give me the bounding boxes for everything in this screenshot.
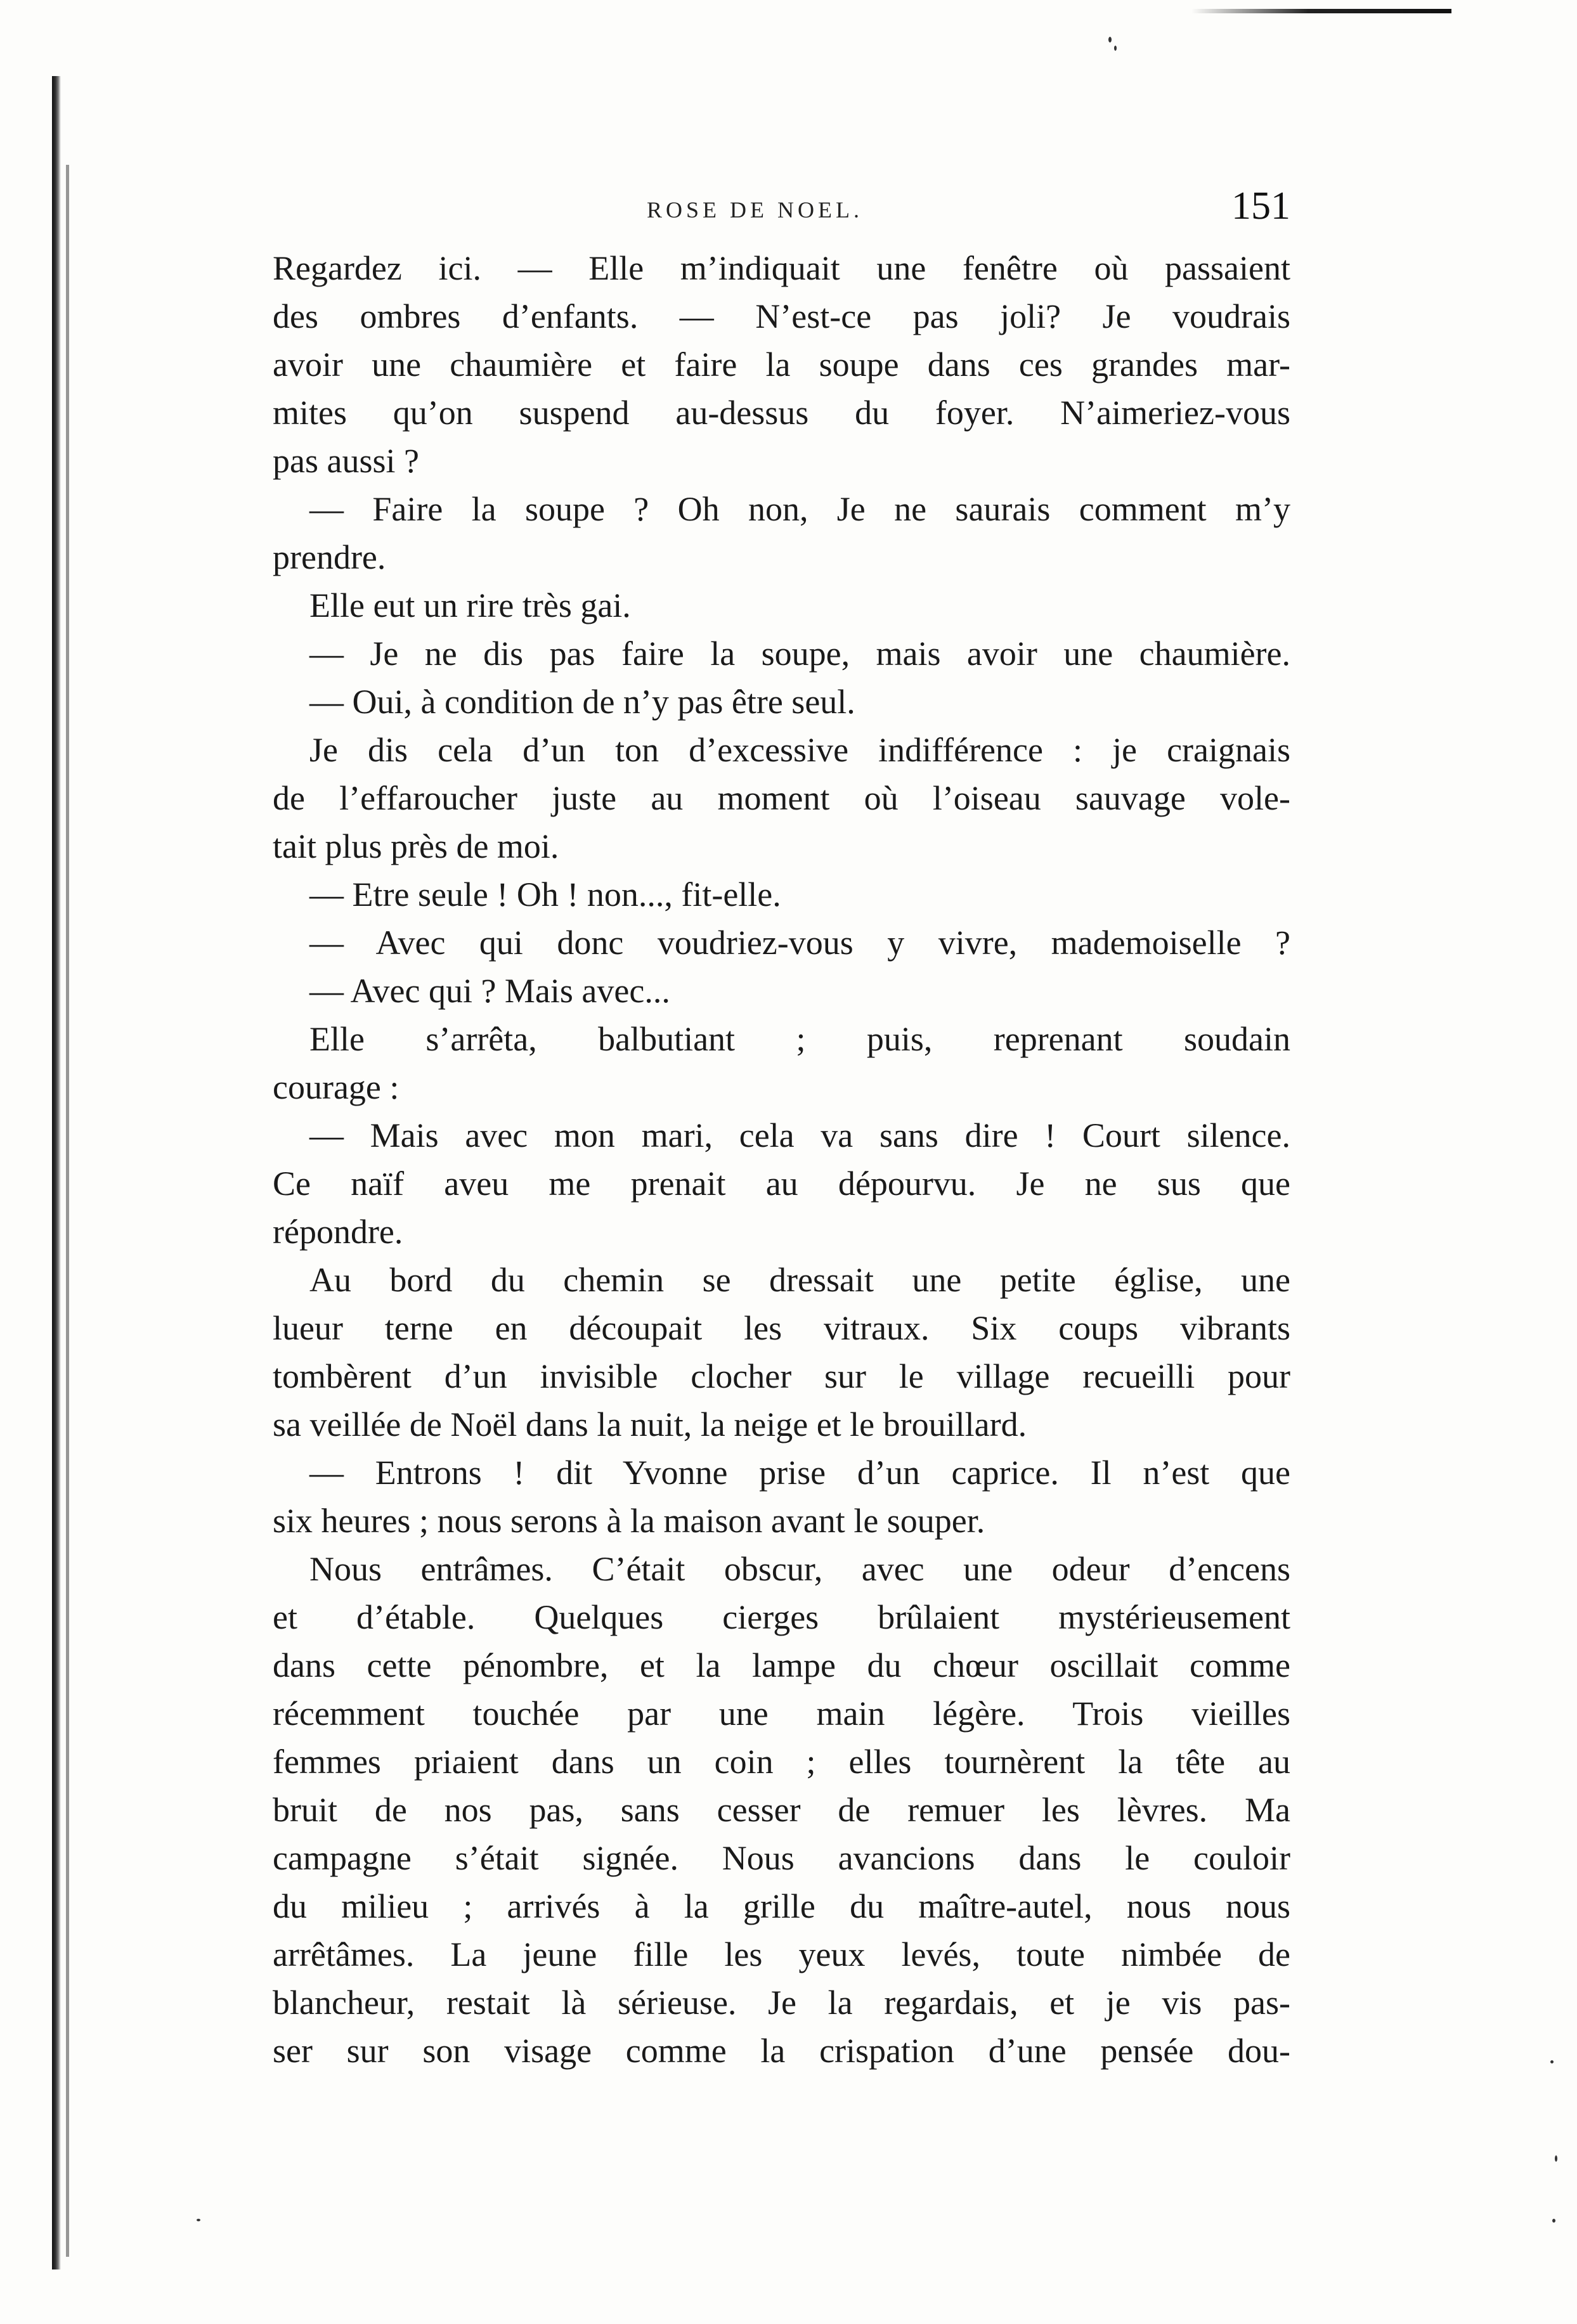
body-text	[273, 244, 1290, 2082]
scan-speck	[1555, 2155, 1557, 2162]
text-line: tombèrent d’un invisible clocher sur le village recueilli pour	[273, 1357, 1290, 1395]
text-line: — Avec qui ? Mais avec...	[309, 972, 670, 1010]
text-line: et d’étable. Quelques cierges brûlaient mystérieusement	[273, 1598, 1290, 1636]
text-line: bruit de nos pas, sans cesser de remuer les lèvres. Ma	[273, 1791, 1290, 1829]
text-line: femmes priaient dans un coin ; elles tournèrent la tête au	[273, 1743, 1290, 1781]
text-line: mites qu’on suspend au-dessus du foyer. N’aimeriez-vous	[273, 394, 1290, 432]
scan-top-mark	[1191, 9, 1451, 13]
text-line: des ombres d’enfants. — N’est-ce pas joli? Je voudrais	[273, 297, 1290, 335]
text-line: Au bord du chemin se dressait une petite église, une	[309, 1261, 1290, 1299]
text-line: — Je ne dis pas faire la soupe, mais avoir une chaumière.	[309, 635, 1290, 673]
text-line: tait plus près de moi.	[273, 827, 559, 865]
text-line: de l’effaroucher juste au moment où l’oiseau sauvage vole-	[273, 779, 1290, 817]
text-line: dans cette pénombre, et la lampe du chœur oscillait comme	[273, 1646, 1290, 1684]
text-line: ser sur son visage comme la crispation d’une pensée dou-	[273, 2032, 1290, 2070]
text-line: courage :	[273, 1068, 399, 1106]
text-line: — Oui, à condition de n’y pas être seul.	[309, 683, 855, 721]
scan-speck	[1552, 2219, 1555, 2223]
text-line: — Entrons ! dit Yvonne prise d’un caprice. Il n’est que	[309, 1454, 1290, 1492]
text-line: lueur terne en découpait les vitraux. Six coups vibrants	[273, 1309, 1290, 1347]
scan-speck	[197, 2219, 200, 2221]
scan-speck	[1108, 37, 1112, 42]
running-title: ROSE DE NOEL.	[647, 197, 863, 223]
page-number: 151	[1231, 184, 1290, 228]
text-line: campagne s’était signée. Nous avancions dans le couloir	[273, 1839, 1290, 1877]
text-line: du milieu ; arrivés à la grille du maître-autel, nous nous	[273, 1887, 1290, 1925]
text-line: — Avec qui donc voudriez-vous y vivre, mademoiselle ?	[309, 924, 1290, 962]
text-line: récemment touchée par une main légère. Trois vieilles	[273, 1695, 1290, 1733]
scan-speck	[1550, 2060, 1554, 2063]
text-line: blancheur, restait là sérieuse. Je la regardais, et je vis pas-	[273, 1984, 1290, 2022]
text-line: répondre.	[273, 1213, 403, 1251]
scan-gutter-edge	[52, 76, 61, 2269]
text-line: Elle eut un rire très gai.	[309, 586, 631, 624]
text-line: sa veillée de Noël dans la nuit, la neige et le brouillard.	[273, 1405, 1027, 1443]
text-line: — Faire la soupe ? Oh non, Je ne saurais comment m’y	[309, 490, 1290, 528]
text-line: prendre.	[273, 538, 386, 576]
text-line: — Etre seule ! Oh ! non..., fit-elle.	[309, 875, 781, 913]
text-line: Elle s’arrêta, balbutiant ; puis, reprenant soudain	[309, 1020, 1290, 1058]
text-line: — Mais avec mon mari, cela va sans dire ! Court silence.	[309, 1116, 1290, 1154]
text-line: six heures ; nous serons à la maison avant le souper.	[273, 1502, 985, 1540]
page-header	[273, 184, 1290, 241]
text-line: pas aussi ?	[273, 442, 419, 480]
text-line: Regardez ici. — Elle m’indiquait une fenêtre où passaient	[273, 249, 1290, 287]
text-line: avoir une chaumière et faire la soupe dans ces grandes mar-	[273, 345, 1290, 384]
text-line: arrêtâmes. La jeune fille les yeux levés, toute nimbée de	[273, 1935, 1290, 1973]
scan-speck	[1114, 46, 1117, 51]
text-line: Ce naïf aveu me prenait au dépourvu. Je ne sus que	[273, 1165, 1290, 1203]
text-line: Je dis cela d’un ton d’excessive indifférence : je craignais	[309, 731, 1290, 769]
text-line: Nous entrâmes. C’était obscur, avec une odeur d’encens	[309, 1550, 1290, 1588]
scan-gutter-shadow	[66, 165, 69, 2257]
